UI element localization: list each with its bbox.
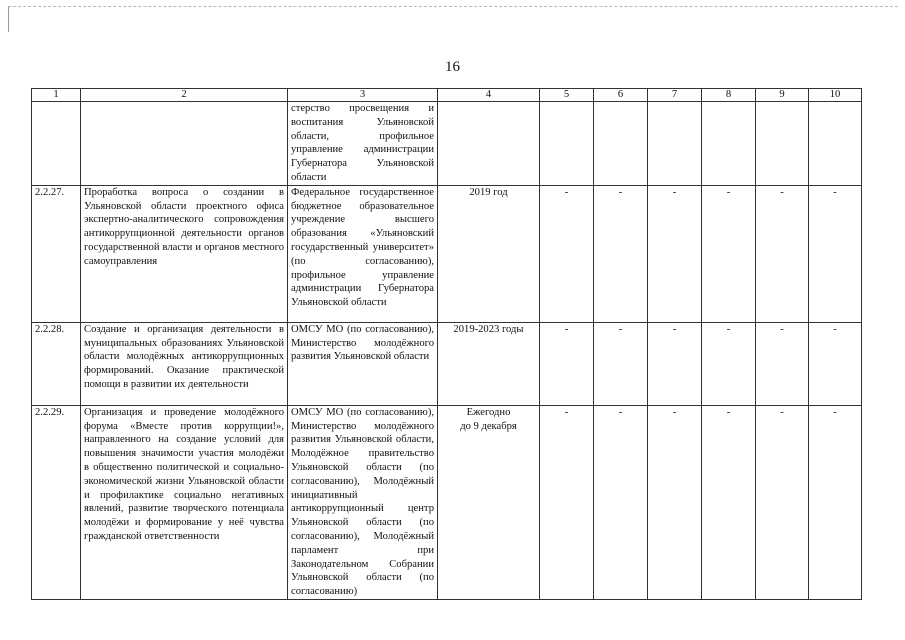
- value-cell: -: [809, 185, 862, 322]
- event-cell: Организация и проведение молодёжного форума «Вместе против коррупции!», направленного на создание условий для повышения значимости участия молодёжи в общественно политической и социально-экономической жизни Ульяновской области и профилактике социально негативных явлений, развитие творческого потенциала молодёжи и формирование у неё чувства гражданской ответственности: [81, 405, 288, 599]
- event-cell: Проработка вопроса о создании в Ульяновской области проектного офиса экспертно-аналитического сопровождения антикоррупционной деятельности органов государственной власти и органов местного самоуправления: [81, 185, 288, 322]
- table-row: [32, 322, 862, 405]
- value-cell: -: [756, 185, 809, 322]
- column-number-row: [32, 89, 862, 102]
- value-cell: -: [702, 322, 756, 405]
- item-number: [32, 102, 81, 186]
- page-number: 16: [445, 59, 460, 75]
- executors-cell: ОМСУ МО (по согласованию), Министерство молодёжного развития Ульяновской области, Молодёжное правительство Ульяновской области (по согласованию), Молодёжный инициативный антикоррупционный центр Ульяновской области (по согласованию), Молодёжный парламент при Законодательном Собрании Ульяновской области (по согласованию): [288, 405, 438, 599]
- scan-corner-mark: [8, 6, 9, 32]
- scan-edge-line: [8, 6, 898, 7]
- column-header: 7: [648, 89, 702, 102]
- value-cell: -: [594, 405, 648, 599]
- value-cell: -: [594, 322, 648, 405]
- value-cell: -: [540, 405, 594, 599]
- term-cell: 2019-2023 годы: [438, 322, 540, 405]
- column-header: 5: [540, 89, 594, 102]
- column-header: 6: [594, 89, 648, 102]
- value-cell: -: [648, 322, 702, 405]
- value-cell: -: [702, 185, 756, 322]
- value-cell: [648, 102, 702, 186]
- table-row: [32, 102, 862, 186]
- value-cell: -: [540, 322, 594, 405]
- term-cell: 2019 год: [438, 185, 540, 322]
- item-number: 2.2.28.: [32, 322, 81, 405]
- value-cell: -: [702, 405, 756, 599]
- value-cell: -: [648, 405, 702, 599]
- column-header: 3: [288, 89, 438, 102]
- value-cell: -: [756, 322, 809, 405]
- column-header: 1: [32, 89, 81, 102]
- value-cell: [756, 102, 809, 186]
- table-row: [32, 405, 862, 599]
- column-header: 2: [81, 89, 288, 102]
- value-cell: -: [809, 405, 862, 599]
- event-cell: Создание и организация деятельности в муниципальных образованиях Ульяновской области молодёжных антикоррупционных формирований. Оказание практической помощи в развитии их деятельности: [81, 322, 288, 405]
- executors-cell: Федеральное государственное бюджетное образовательное учреждение высшего образования «Ульяновский государственный университет» (по согласованию), профильное управление администрации Губернатора Ульяновской области: [288, 185, 438, 322]
- value-cell: [540, 102, 594, 186]
- value-cell: -: [809, 322, 862, 405]
- value-cell: -: [594, 185, 648, 322]
- value-cell: -: [756, 405, 809, 599]
- term-cell: [438, 102, 540, 186]
- executors-cell: ОМСУ МО (по согласованию), Министерство молодёжного развития Ульяновской области: [288, 322, 438, 405]
- column-header: 9: [756, 89, 809, 102]
- value-cell: [809, 102, 862, 186]
- term-text: Ежегодно до 9 декабря: [460, 406, 517, 432]
- term-cell: [438, 405, 540, 599]
- measures-table: [31, 88, 862, 600]
- column-header: 10: [809, 89, 862, 102]
- value-cell: -: [648, 185, 702, 322]
- event-cell: [81, 102, 288, 186]
- value-cell: [702, 102, 756, 186]
- executors-cell: стерство просвещения и воспитания Ульяновской области, профильное управление администрации Губернатора Ульяновской области: [288, 102, 438, 186]
- value-cell: [594, 102, 648, 186]
- column-header: 4: [438, 89, 540, 102]
- column-header: 8: [702, 89, 756, 102]
- item-number: 2.2.29.: [32, 405, 81, 599]
- item-number: 2.2.27.: [32, 185, 81, 322]
- table-row: [32, 185, 862, 322]
- value-cell: -: [540, 185, 594, 322]
